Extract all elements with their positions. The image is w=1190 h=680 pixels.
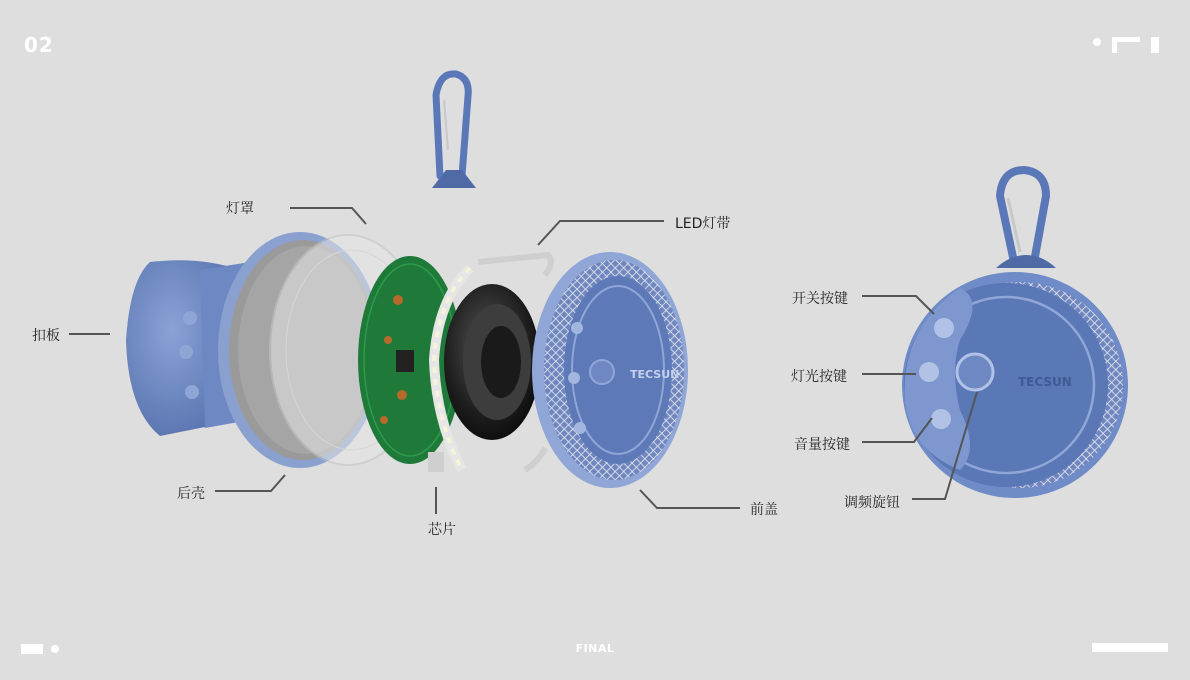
label-tuning-knob: 调频旋钮 bbox=[844, 495, 900, 511]
front-cover-part bbox=[532, 252, 688, 488]
label-buckle-plate: 扣板 bbox=[32, 328, 60, 344]
label-volume-button: 音量按键 bbox=[794, 437, 850, 453]
label-rear-shell: 后壳 bbox=[177, 486, 205, 502]
assembled-product bbox=[902, 170, 1128, 498]
assembled-logo: TECSUN bbox=[1018, 375, 1072, 389]
page-number: 02 bbox=[24, 33, 54, 57]
label-front-cover: 前盖 bbox=[750, 502, 778, 518]
footer-final: FINAL bbox=[575, 642, 615, 655]
label-power-button: 开关按键 bbox=[792, 291, 848, 307]
label-light-button: 灯光按键 bbox=[791, 369, 847, 385]
label-lamp-cover: 灯罩 bbox=[226, 201, 254, 217]
carabiner-part bbox=[432, 74, 476, 188]
top-right-decoration bbox=[1093, 37, 1159, 53]
label-led-strip: LED灯带 bbox=[675, 216, 731, 232]
exploded-logo: TECSUN bbox=[630, 368, 680, 381]
label-chip: 芯片 bbox=[428, 522, 456, 538]
speaker-part bbox=[444, 284, 540, 440]
